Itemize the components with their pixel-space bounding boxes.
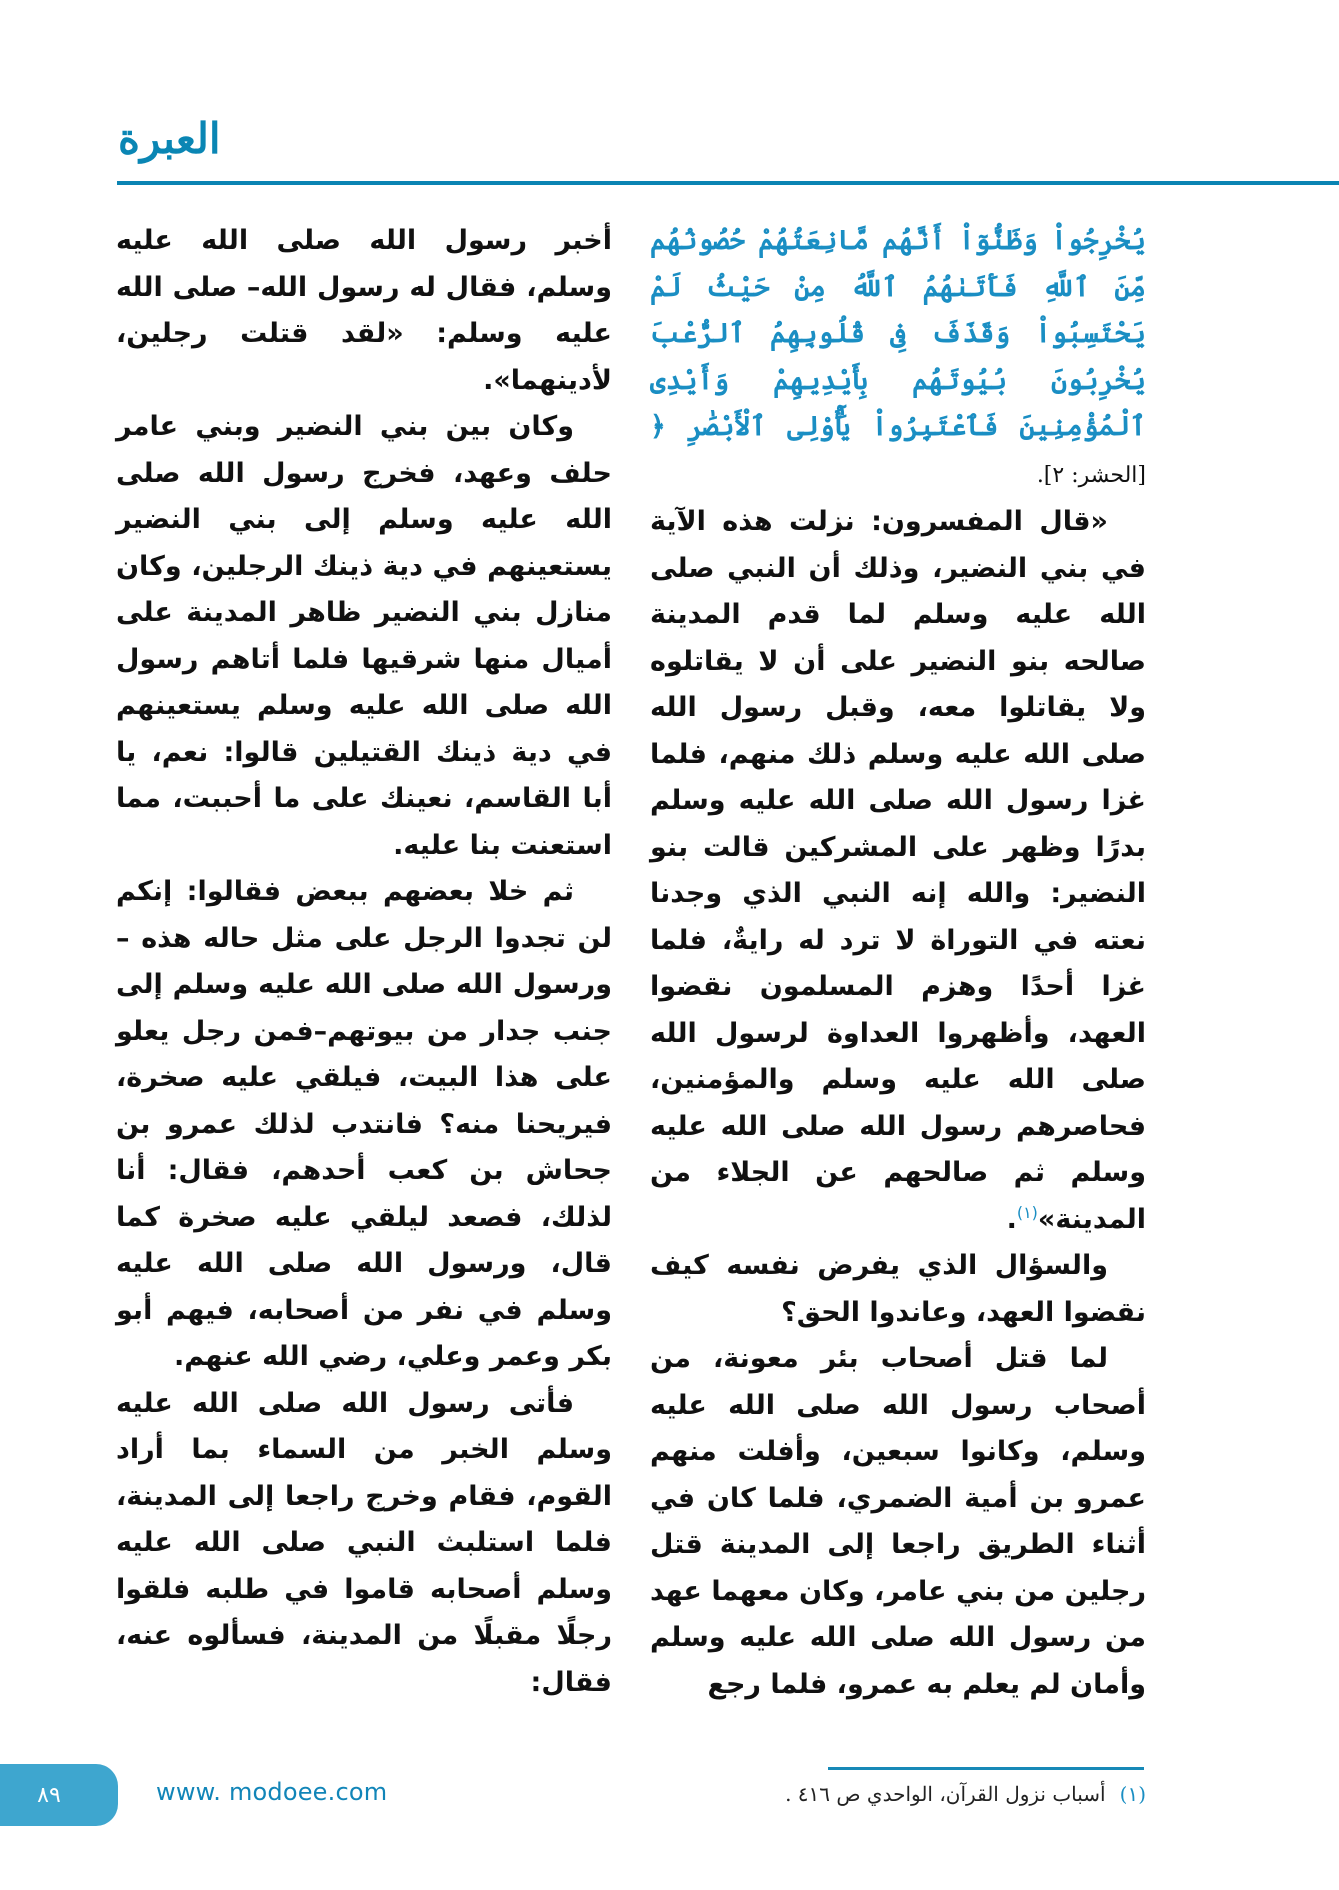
footnote-number: (١) bbox=[1119, 1782, 1146, 1806]
footnote bbox=[650, 1782, 1146, 1806]
page-number-badge bbox=[0, 1764, 118, 1826]
paragraph: ثم خلا بعضهم ببعض فقالوا: إنكم لن تجدوا الرجل على مثل حاله هذه –ورسول الله صلى الله عليه وسلم إلى جنب جدار من بيوتهم–فمن رجل يعلو على هذا البيت، فيلقي عليه صخرة، فيريحنا منه؟ فانتدب لذلك عمرو بن جحاش بن كعب أحدهم، فقال: أنا لذلك، فصعد ليلقي عليه صخرة كما قال، ورسول الله صلى الله عليه وسلم في نفر من أصحابه، فيهم أبو بكر وعمر وعلي، رضي الله عنهم. bbox=[116, 876, 612, 1372]
paragraph: لما قتل أصحاب بئر معونة، من أصحاب رسول الله صلى الله عليه وسلم، وكانوا سبعين، وأفلت منهم عمرو بن أمية الضمري، فلما كان في أثناء الطريق راجعا إلى المدينة قتل رجلين من بني عامر، وكان معهما عهد من رسول الله صلى الله عليه وسلم وأمان لم يعلم به عمرو، فلما رجع bbox=[650, 1343, 1146, 1700]
quran-verse-block bbox=[650, 218, 1146, 499]
paragraph-end: . bbox=[1006, 1203, 1017, 1235]
footnote-marker[interactable]: (١) bbox=[1016, 1202, 1038, 1222]
right-column bbox=[650, 218, 1146, 1708]
verse-reference: [الحشر: ٢]. bbox=[1036, 462, 1146, 488]
paragraph: والسؤال الذي يفرض نفسه كيف نقضوا العهد، وعاندوا الحق؟ bbox=[650, 1250, 1146, 1328]
left-column bbox=[116, 218, 612, 1706]
quran-verse: يُخْرِجُواْ وَظَنُّوٓاْ أَنَّهُم مَّانِعَتُهُمْ حُصُونُهُم مِّنَ ٱللَّهِ فَأَتَىٰهُمُ ٱللَّهُ مِنْ حَيْثُ لَمْ يَحْتَسِبُواْ وَقَذَفَ فِى قُلُوبِهِمُ ٱلرُّعْبَ يُخْرِبُونَ بُيُوتَهُم بِأَيْدِيهِمْ وَأَيْدِى ٱلْمُؤْمِنِينَ فَٱعْتَبِرُواْ يَٰٓأُوْلِى ٱلْأَبْصَٰرِ ﴿ bbox=[650, 225, 1146, 442]
footnote-text: أسباب نزول القرآن، الواحدي ص ٤١٦ . bbox=[785, 1782, 1106, 1806]
page-number: ٨٩ bbox=[37, 1782, 61, 1808]
paragraph-text: «قال المفسرون: نزلت هذه الآية في بني النضير، وذلك أن النبي صلى الله عليه وسلم لما قدم المدينة صالحه بنو النضير على أن لا يقاتلوه ولا يقاتلوا معه، وقبل رسول الله صلى الله عليه وسلم ذلك منهم، فلما غزا رسول الله صلى الله عليه وسلم بدرًا وظهر على المشركين قالت بنو النضير: والله إنه النبي الذي وجدنا نعته في التوراة لا ترد له رايةٌ، فلما غزا أحدًا وهزم المسلمون نقضوا العهد، وأظهروا العداوة لرسول الله صلى الله عليه وسلم والمؤمنين، فحاصرهم رسول الله صلى الله عليه وسلم ثم صالحهم عن الجلاء من المدينة» bbox=[650, 506, 1146, 1235]
paragraph: فأتى رسول الله صلى الله عليه وسلم الخبر من السماء بما أراد القوم، فقام وخرج راجعا إلى المدينة، فلما استلبث النبي صلى الله عليه وسلم أصحابه قاموا في طلبه فلقوا رجلًا مقبلًا من المدينة، فسألوه عنه، فقال: bbox=[116, 1387, 612, 1698]
footnote-divider bbox=[828, 1767, 1144, 1770]
paragraph: أخبر رسول الله صلى الله عليه وسلم، فقال له رسول الله– صلى الله عليه وسلم: «لقد قتلت رجلين، لأدينهما». bbox=[116, 225, 612, 396]
paragraph: وكان بين بني النضير وبني عامر حلف وعهد، فخرج رسول الله صلى الله عليه وسلم إلى بني النضير يستعينهم في دية ذينك الرجلين، وكان منازل بني النضير ظاهر المدينة على أميال منها شرقيها فلما أتاهم رسول الله صلى الله عليه وسلم يستعينهم في دية ذينك القتيلين قالوا: نعم، يا أبا القاسم، نعينك على ما أحببت، مما استعنت بنا عليه. bbox=[116, 411, 612, 861]
paragraph bbox=[650, 499, 1146, 1243]
header-divider bbox=[117, 181, 1339, 185]
chapter-title: العبرة bbox=[118, 114, 221, 163]
website-link[interactable]: www. modoee.com bbox=[156, 1778, 388, 1806]
